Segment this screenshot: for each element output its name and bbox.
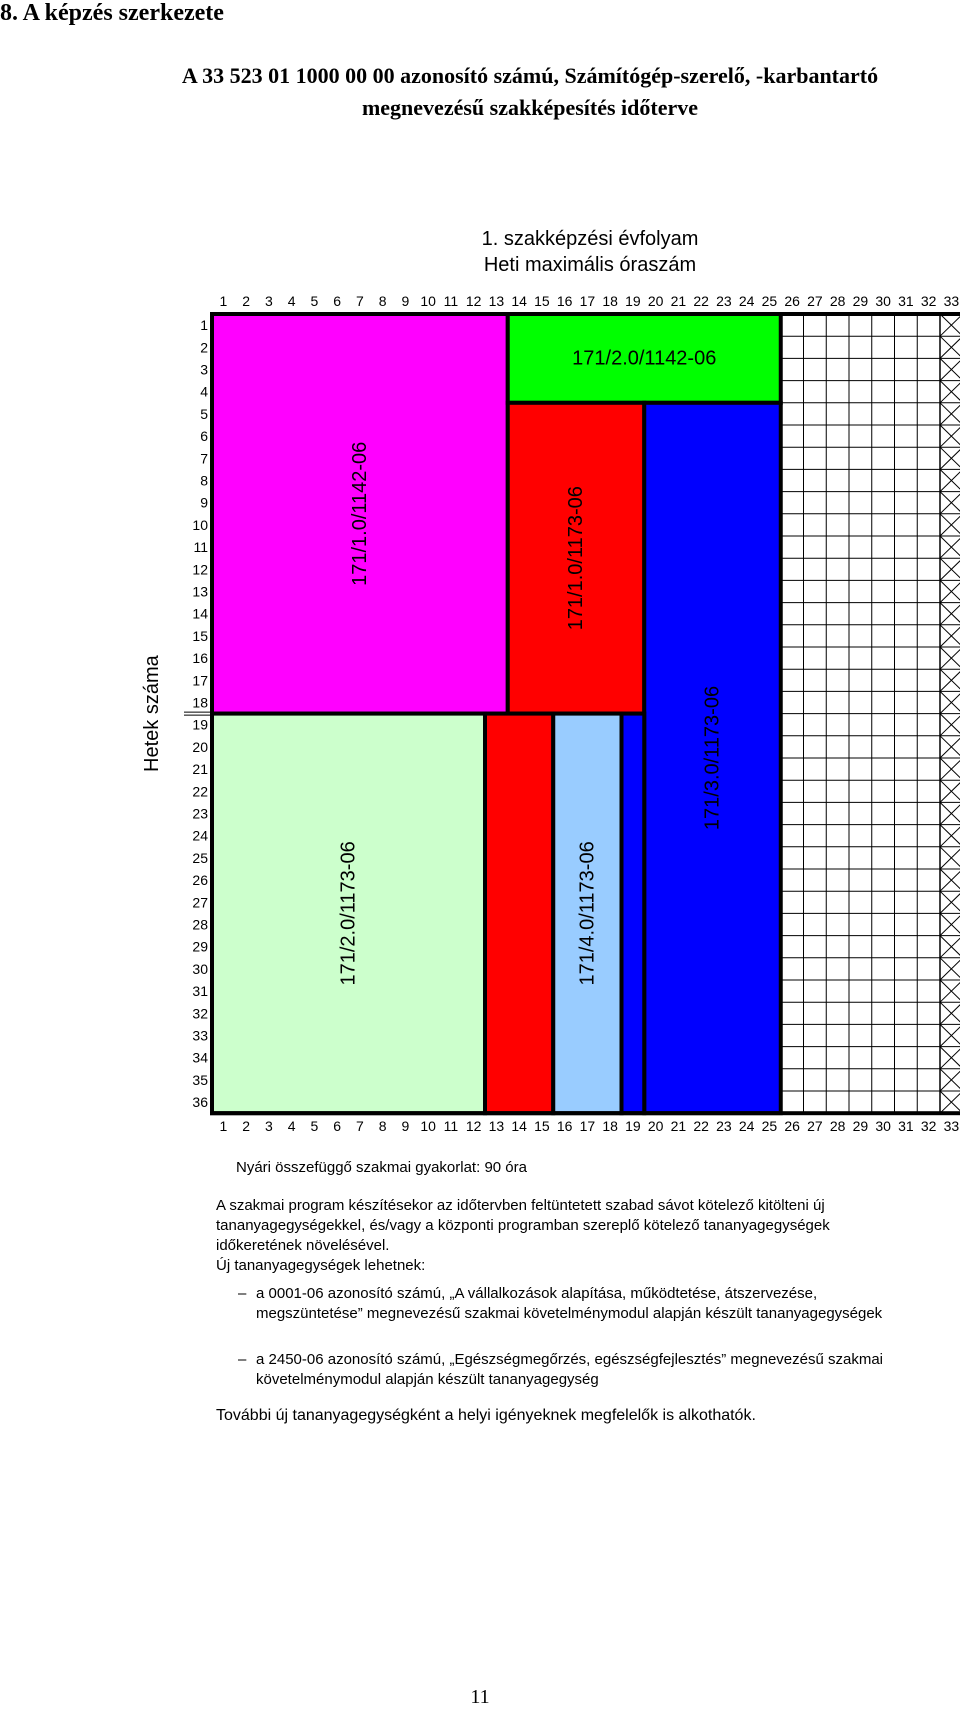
hour-tick-label: 2 <box>242 1118 251 1135</box>
new-units-intro: Új tananyagegységek lehetnek: <box>216 1257 426 1274</box>
list-item <box>216 1350 896 1390</box>
hour-tick-label: 32 <box>920 293 937 309</box>
week-tick-label: 13 <box>192 583 208 600</box>
hour-tick-label: 17 <box>579 1118 596 1135</box>
hour-tick-label: 3 <box>264 1118 273 1135</box>
week-tick-label: 11 <box>193 539 208 556</box>
free-band-note: A szakmai program készítésekor az időtervben feltüntetett szabad sávot kötelező kitölteni új tananyagegységekkel, és/vagy a központi programban szereplő kötelező tananyagegységek időkeretének növelésével. <box>216 1197 830 1254</box>
week-tick-label: 19 <box>192 716 208 733</box>
list-item-text: a 2450-06 azonosító számú, „Egészségmegőrzés, egészségfejlesztés” megnevezésű szakmai követelménymodul alapján készült tananyagegység <box>256 1351 883 1388</box>
hour-tick-label: 12 <box>465 293 482 309</box>
hour-tick-label: 5 <box>310 1118 319 1135</box>
chart-title-line-2: Heti maximális óraszám <box>483 254 697 276</box>
hour-tick-label: 17 <box>579 293 596 309</box>
final-note: További új tananyagegységként a helyi igényeknek megfelelők is alkothatók. <box>216 1407 756 1424</box>
week-tick-label: 10 <box>192 516 208 533</box>
hour-tick-label: 31 <box>898 293 914 309</box>
hour-tick-label: 27 <box>807 1118 823 1135</box>
week-tick-label: 30 <box>192 960 208 977</box>
y-axis-label: Hetek száma <box>141 655 163 772</box>
dash-bullet: – <box>238 1285 247 1302</box>
hour-tick-label: 8 <box>378 293 387 309</box>
week-tick-label: 16 <box>192 650 208 667</box>
module-label: 171/1.0/1173-06 <box>565 486 587 631</box>
hour-tick-label: 13 <box>488 293 505 309</box>
module-label: 171/2.0/1142-06 <box>572 347 717 370</box>
week-tick-label: 14 <box>192 605 208 622</box>
week-tick-label: 4 <box>200 383 208 400</box>
dash-bullet: – <box>238 1351 247 1368</box>
hour-tick-label: 24 <box>738 1118 755 1135</box>
hour-tick-label: 14 <box>511 293 527 309</box>
week-tick-label: 29 <box>192 938 208 955</box>
module-block <box>622 714 645 1114</box>
hour-tick-label: 23 <box>716 293 732 309</box>
week-tick-label: 20 <box>192 738 208 755</box>
week-tick-label: 17 <box>192 672 208 689</box>
week-tick-label: 8 <box>200 472 208 489</box>
week-tick-label: 7 <box>200 450 208 467</box>
week-tick-label: 33 <box>192 1027 208 1044</box>
hour-tick-label: 22 <box>693 1118 709 1135</box>
module-label: 171/1.0/1142-06 <box>348 441 371 586</box>
hour-tick-label: 4 <box>287 293 296 309</box>
hour-tick-label: 29 <box>852 1118 869 1135</box>
week-tick-label: 2 <box>200 339 208 356</box>
hour-tick-label: 11 <box>443 293 459 309</box>
hour-tick-label: 19 <box>625 1118 641 1135</box>
module-block <box>485 714 553 1114</box>
hour-tick-label: 16 <box>556 1118 573 1135</box>
document-title <box>100 60 960 124</box>
hour-tick-label: 10 <box>420 293 436 309</box>
hour-tick-label: 25 <box>761 293 778 309</box>
week-tick-label: 32 <box>192 1005 208 1022</box>
hour-tick-label: 13 <box>488 1118 505 1135</box>
module-label: 171/3.0/1173-06 <box>701 685 724 831</box>
hour-tick-label: 18 <box>602 293 618 309</box>
hour-tick-label: 7 <box>355 293 364 309</box>
hour-tick-label: 20 <box>647 293 664 309</box>
week-tick-label: 31 <box>192 983 208 1000</box>
hour-tick-label: 33 <box>943 1118 960 1135</box>
hour-tick-label: 30 <box>875 293 891 309</box>
hour-tick-label: 32 <box>920 1118 937 1135</box>
module-label: 171/4.0/1173-06 <box>576 841 599 986</box>
hour-tick-label: 33 <box>943 293 960 309</box>
notes-section <box>216 1158 896 1426</box>
hour-tick-label: 28 <box>829 293 846 309</box>
hour-tick-label: 1 <box>219 293 228 309</box>
hour-tick-label: 5 <box>310 293 319 309</box>
hour-tick-label: 28 <box>829 1118 846 1135</box>
hour-tick-label: 26 <box>784 1118 800 1135</box>
week-tick-label: 9 <box>200 494 208 511</box>
chart-title-line-1: 1. szakképzési évfolyam <box>481 228 699 250</box>
hour-tick-label: 14 <box>511 1118 527 1135</box>
hour-tick-label: 7 <box>355 1118 364 1135</box>
document-title-line-1: A 33 523 01 1000 00 00 azonosító számú, Számítógép-szerelő, -karbantartó <box>181 63 879 88</box>
week-tick-label: 34 <box>192 1049 208 1066</box>
section-heading: 8. A képzés szerkezete <box>0 0 224 26</box>
hour-tick-label: 19 <box>625 293 641 309</box>
week-tick-label: 24 <box>192 827 208 844</box>
week-tick-label: 35 <box>192 1071 208 1088</box>
hour-tick-label: 27 <box>807 293 823 309</box>
week-tick-label: 25 <box>192 849 208 866</box>
week-tick-label: 18 <box>192 694 208 711</box>
week-tick-label: 1 <box>200 317 208 334</box>
page-number: 11 <box>470 1686 490 1708</box>
hour-tick-label: 25 <box>761 1118 778 1135</box>
hour-tick-label: 30 <box>875 1118 891 1135</box>
hour-tick-label: 6 <box>333 293 342 309</box>
schedule-chart <box>0 280 960 1140</box>
hour-tick-label: 29 <box>852 293 869 309</box>
week-tick-label: 27 <box>192 894 208 911</box>
summer-practice-note: Nyári összefüggő szakmai gyakorlat: 90 óra <box>236 1159 527 1176</box>
hour-tick-label: 9 <box>401 293 410 309</box>
week-tick-label: 3 <box>200 361 208 378</box>
week-tick-label: 15 <box>192 627 208 644</box>
hour-tick-label: 15 <box>534 293 550 309</box>
week-tick-label: 23 <box>192 805 208 822</box>
hour-tick-label: 24 <box>738 293 755 309</box>
week-tick-label: 12 <box>192 561 208 578</box>
hour-tick-label: 12 <box>465 1118 482 1135</box>
hour-tick-label: 1 <box>219 1118 228 1135</box>
hour-tick-label: 22 <box>693 293 709 309</box>
hour-tick-label: 3 <box>264 293 273 309</box>
hour-tick-label: 6 <box>333 1118 342 1135</box>
week-tick-label: 36 <box>192 1094 208 1111</box>
week-tick-label: 28 <box>192 916 208 933</box>
hour-tick-label: 11 <box>443 1118 459 1135</box>
hour-tick-label: 23 <box>716 1118 732 1135</box>
hour-tick-label: 18 <box>602 1118 618 1135</box>
hour-tick-label: 2 <box>242 293 251 309</box>
list-item-text: a 0001-06 azonosító számú, „A vállalkozások alapítása, működtetése, átszervezése, megszüntetése” megnevezésű szakmai követelménymodul alapján készült tananyagegységek <box>256 1285 883 1322</box>
hour-tick-label: 10 <box>420 1118 436 1135</box>
free-band <box>781 314 960 1113</box>
week-tick-label: 22 <box>192 783 208 800</box>
hour-tick-label: 20 <box>647 1118 664 1135</box>
week-tick-label: 26 <box>192 872 208 889</box>
hour-tick-label: 26 <box>784 293 800 309</box>
module-label: 171/2.0/1173-06 <box>337 841 360 986</box>
hour-tick-label: 9 <box>401 1118 410 1135</box>
hour-tick-label: 4 <box>287 1118 296 1135</box>
document-title-line-2: megnevezésű szakképesítés időterve <box>361 95 699 120</box>
week-tick-label: 6 <box>200 428 208 445</box>
hour-tick-label: 21 <box>670 293 687 309</box>
hour-tick-label: 31 <box>898 1118 914 1135</box>
hour-tick-label: 16 <box>556 293 573 309</box>
week-tick-label: 5 <box>200 405 208 422</box>
week-tick-label: 21 <box>192 761 208 778</box>
hour-tick-label: 8 <box>378 1118 387 1135</box>
list-item <box>216 1284 896 1324</box>
hour-tick-label: 21 <box>670 1118 687 1135</box>
hour-tick-label: 15 <box>534 1118 550 1135</box>
chart-title <box>380 226 800 278</box>
